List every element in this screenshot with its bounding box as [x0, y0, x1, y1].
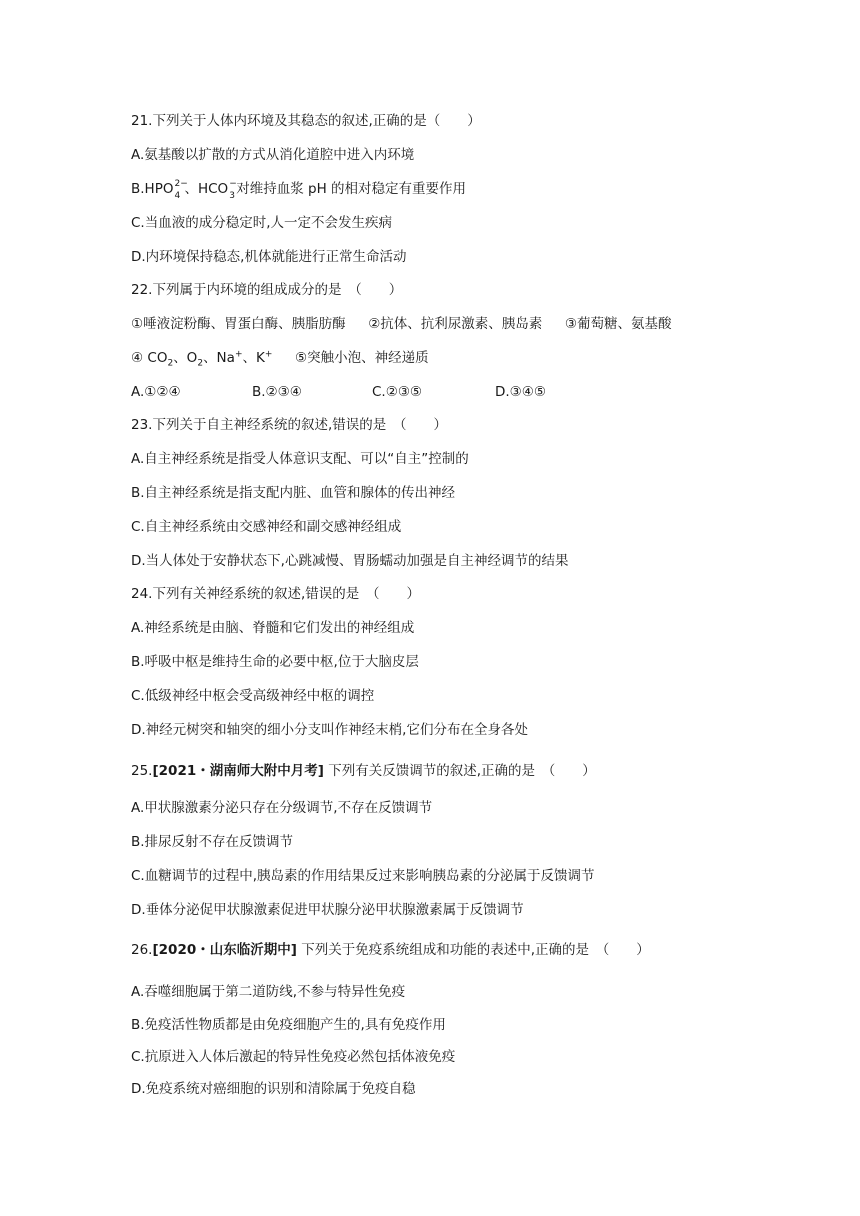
co2-sub: 2: [167, 358, 174, 369]
item-4-mid: 、O: [173, 350, 198, 366]
hpo4-charge: 2−: [174, 179, 188, 189]
question-26-source: [2020・山东临沂期中]: [152, 942, 297, 958]
hpo4-subscript: 4: [174, 191, 181, 201]
question-24-option-c: C.低级神经中枢会受高级神经中枢的调控: [131, 688, 375, 704]
question-21-option-a: A.氨基酸以扩散的方式从消化道腔中进入内环境: [131, 147, 415, 163]
hco3-subsup: [228, 179, 237, 201]
question-22-options: [131, 383, 546, 401]
question-25-option-d: D.垂体分泌促甲状腺激素促进甲状腺分泌甲状腺激素属于反馈调节: [131, 902, 524, 918]
question-25-stem-text: 下列有关反馈调节的叙述,正确的是 （ ）: [323, 763, 596, 779]
item-5: ⑤突触小泡、神经递质: [294, 350, 429, 366]
question-22-option-b: B.②③④: [252, 384, 302, 400]
question-23-option-b: B.自主神经系统是指支配内脏、血管和腺体的传出神经: [131, 485, 456, 501]
question-21-option-c: C.当血液的成分稳定时,人一定不会发生疾病: [131, 215, 393, 231]
question-24-stem: 24.下列有关神经系统的叙述,错误的是 （ ）: [131, 586, 421, 602]
question-21-stem: 21.下列关于人体内环境及其稳态的叙述,正确的是（ ）: [131, 113, 481, 129]
question-24-option-b: B.呼吸中枢是维持生命的必要中枢,位于大脑皮层: [131, 654, 419, 670]
question-25-stem: [131, 762, 596, 780]
question-25-option-b: B.排尿反射不存在反馈调节: [131, 834, 294, 850]
item-4-mid2: 、Na: [203, 350, 235, 366]
question-26-option-c: C.抗原进入人体后激起的特异性免疫必然包括体液免疫: [131, 1049, 456, 1065]
option-b-rest: 对维持血浆 pH 的相对稳定有重要作用: [236, 181, 467, 197]
question-24-option-d: D.神经元树突和轴突的细小分支叫作神经末梢,它们分布在全身各处: [131, 722, 528, 738]
question-25-option-a: A.甲状腺激素分泌只存在分级调节,不存在反馈调节: [131, 800, 433, 816]
question-21-option-b: [131, 179, 467, 201]
question-21-option-d: D.内环境保持稳态,机体就能进行正常生命活动: [131, 249, 407, 265]
question-23-stem: 23.下列关于自主神经系统的叙述,错误的是 （ ）: [131, 417, 448, 433]
question-26-option-a: A.吞噬细胞属于第二道防线,不参与特异性免疫: [131, 984, 406, 1000]
question-22-option-d: D.③④⑤: [495, 384, 546, 400]
item-2-group: ②抗体、抗利尿激素、胰岛素: [368, 316, 543, 332]
question-22-items-row-1: [131, 315, 672, 333]
question-26-option-d: D.免疫系统对癌细胞的识别和清除属于免疫自稳: [131, 1081, 416, 1097]
question-22-stem: 22.下列属于内环境的组成成分的是 （ ）: [131, 282, 403, 298]
item-4-mid3: 、K: [242, 350, 265, 366]
item-1-2-4-group: ①唾液淀粉酶、胃蛋白酶、胰脂肪酶: [131, 316, 346, 332]
question-26-option-b: B.免疫活性物质都是由免疫细胞产生的,具有免疫作用: [131, 1017, 446, 1033]
option-b-mid: 、HCO: [184, 181, 229, 197]
hco3-charge: −: [229, 179, 237, 189]
k-charge: +: [264, 349, 273, 360]
question-22-option-c: C.②③⑤: [372, 384, 423, 400]
question-23-option-a: A.自主神经系统是指受人体意识支配、可以“自主”控制的: [131, 451, 469, 467]
question-23-option-d: D.当人体处于安静状态下,心跳减慢、胃肠蠕动加强是自主神经调节的结果: [131, 553, 569, 569]
o2-sub: 2: [197, 358, 204, 369]
question-24-option-a: A.神经系统是由脑、脊髓和它们发出的神经组成: [131, 620, 415, 636]
question-25-source: [2021・湖南师大附中月考]: [152, 763, 324, 779]
question-22-items-row-2: [131, 349, 429, 367]
hco3-subscript: 3: [229, 191, 235, 201]
na-charge: +: [234, 349, 243, 360]
question-26-stem: [131, 941, 650, 959]
item-4-pre: ④ CO: [131, 350, 168, 366]
question-26-number: 26.: [131, 942, 153, 958]
question-25-option-c: C.血糖调节的过程中,胰岛素的作用结果反过来影响胰岛素的分泌属于反馈调节: [131, 868, 595, 884]
item-3-group: ③葡萄糖、氨基酸: [564, 316, 672, 332]
question-22-option-a: A.①②④: [131, 384, 181, 400]
option-b-prefix: B.HPO: [131, 181, 174, 197]
question-23-option-c: C.自主神经系统由交感神经和副交感神经组成: [131, 519, 402, 535]
hpo4-subsup: [173, 179, 188, 201]
question-26-stem-text: 下列关于免疫系统组成和功能的表述中,正确的是 （ ）: [296, 942, 650, 958]
question-25-number: 25.: [131, 763, 153, 779]
